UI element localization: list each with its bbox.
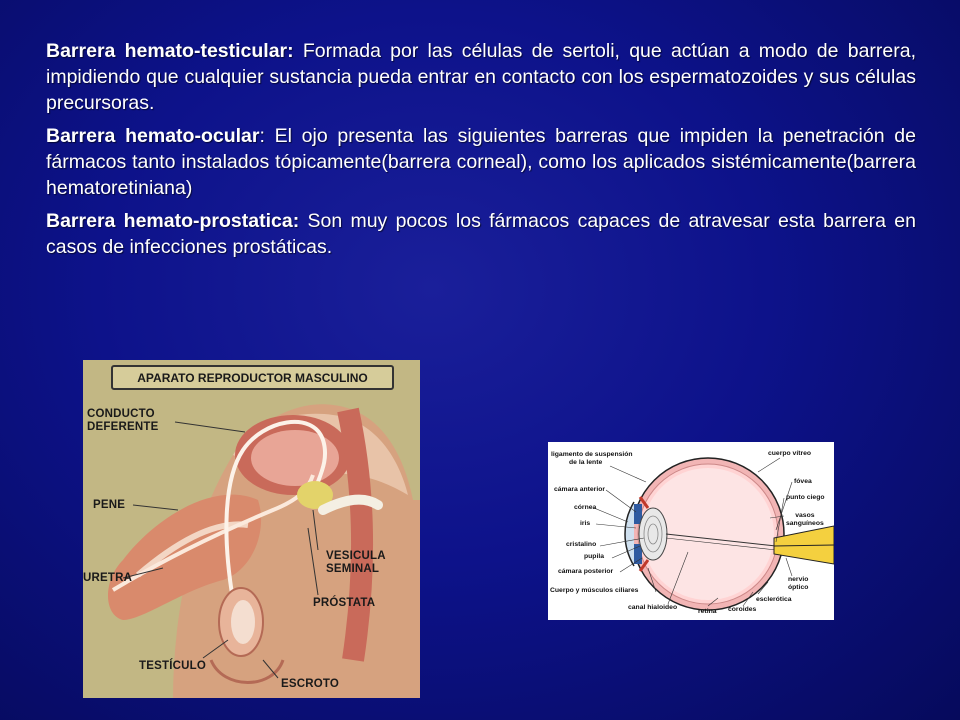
label-testiculo: TESTÍCULO <box>139 660 206 672</box>
label-retina: retina <box>698 608 717 615</box>
label-cornea: córnea <box>574 504 597 511</box>
label-camara-anterior: cámara anterior <box>554 486 606 493</box>
term-hemato-ocular: Barrera hemato-ocular <box>46 125 260 147</box>
label-pupila: pupila <box>584 553 605 560</box>
label-esclerotica: esclerótica <box>756 596 792 603</box>
reproductive-figure-title: APARATO REPRODUCTOR MASCULINO <box>111 365 394 390</box>
label-vasos-sanguineos: vasos sanguíneos <box>786 512 824 527</box>
label-cristalino: cristalino <box>566 541 597 548</box>
label-fovea: fóvea <box>794 478 812 485</box>
label-punto-ciego: punto ciego <box>786 494 825 501</box>
body-hemato-ocular: : El ojo presenta las siguientes barreras que impiden la penetración de fármacos tanto instalados tópicamente(barrera corneal), como los aplicados sistémicamente(barrera hematoretiniana) <box>46 125 916 199</box>
label-ligamento: ligamento de suspensión de la lente <box>551 451 633 466</box>
term-hemato-prostatica: Barrera hemato-prostatica: <box>46 210 300 232</box>
label-coroides: coroides <box>728 606 757 613</box>
label-vesicula-seminal: VESICULA SEMINAL <box>326 550 386 575</box>
paragraph-hemato-testicular <box>46 38 916 116</box>
label-iris: iris <box>580 520 591 527</box>
term-hemato-testicular: Barrera hemato-testicular: <box>46 40 294 62</box>
paragraph-hemato-prostatica <box>46 208 916 260</box>
label-cuerpo-musculos: Cuerpo y músculos ciliares <box>550 587 639 594</box>
body-hemato-prostatica: Son muy pocos los fármacos capaces de atravesar esta barrera en casos de infecciones prostáticas. <box>46 210 916 258</box>
text-content <box>46 38 916 267</box>
eye-anatomy-figure <box>548 442 834 620</box>
label-prostata: PRÓSTATA <box>313 597 376 609</box>
label-nervio-optico: nervio óptico <box>788 576 809 591</box>
body-hemato-testicular: Formada por las células de sertoli, que actúan a modo de barrera, impidiendo que cualquier sustancia pueda entrar en contacto con los espermatozoides y sus células precursoras. <box>46 40 916 114</box>
label-uretra: URETRA <box>83 572 133 584</box>
label-camara-posterior: cámara posterior <box>558 568 614 575</box>
label-cuerpo-vitreo: cuerpo vítreo <box>768 450 812 457</box>
label-conducto-deferente: CONDUCTO DEFERENTE <box>87 408 159 433</box>
label-pene: PENE <box>93 499 126 511</box>
label-canal-hialoideo: canal hialoideo <box>628 604 678 611</box>
label-escroto: ESCROTO <box>281 678 340 690</box>
reproductive-system-figure <box>83 360 420 698</box>
paragraph-hemato-ocular <box>46 123 916 201</box>
